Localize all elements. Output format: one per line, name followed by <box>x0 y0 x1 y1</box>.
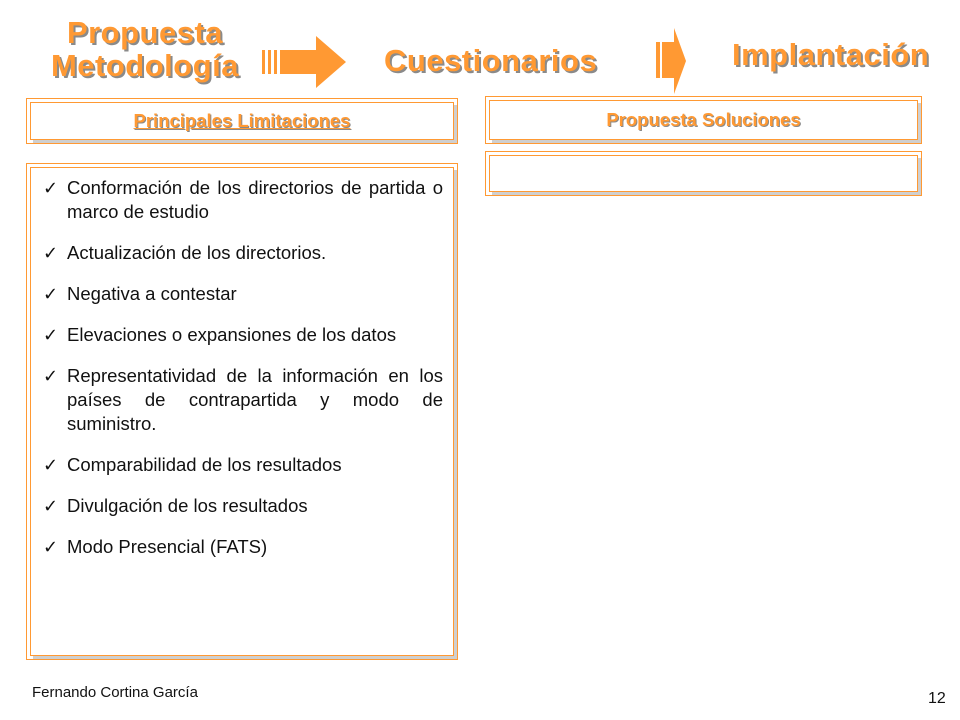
checkmark-icon: ✓ <box>43 496 59 516</box>
checkmark-icon: ✓ <box>43 284 59 304</box>
checkmark-icon: ✓ <box>43 366 59 386</box>
list-item <box>37 364 443 436</box>
list-item <box>37 323 443 347</box>
list-item-text: Conformación de los directorios de partida o marco de estudio <box>67 177 443 222</box>
limitations-title: Principales Limitaciones <box>133 110 351 131</box>
solutions-empty-frame <box>489 155 918 192</box>
limitations-list <box>31 168 453 559</box>
checkmark-icon: ✓ <box>43 537 59 557</box>
solutions-header-box <box>485 96 922 144</box>
limitations-list-frame <box>30 167 454 656</box>
solutions-empty-box <box>485 151 922 196</box>
list-item-text: Actualización de los directorios. <box>67 242 327 263</box>
footer-author: Fernando Cortina García <box>32 684 198 701</box>
list-item <box>37 494 443 518</box>
step-propuesta-metodologia <box>40 16 250 82</box>
limitations-header-box <box>26 98 458 144</box>
step-cuestionarios: Cuestionarios <box>384 43 598 78</box>
list-item <box>37 241 443 265</box>
solutions-title: Propuesta Soluciones <box>606 109 801 130</box>
right-arrow-icon <box>262 34 348 90</box>
limitations-title-frame <box>30 102 454 140</box>
list-item-text: Comparabilidad de los resultados <box>67 454 342 475</box>
list-item <box>37 535 443 559</box>
step-propuesta-line2: Metodología <box>50 48 240 83</box>
list-item-text: Representatividad de la información en los países de contrapartida y modo de suministro. <box>67 365 443 434</box>
list-item <box>37 176 443 224</box>
list-item <box>37 453 443 477</box>
chevron-arrow-icon <box>656 28 686 94</box>
list-item-text: Negativa a contestar <box>67 283 237 304</box>
checkmark-icon: ✓ <box>43 455 59 475</box>
list-item-text: Elevaciones o expansiones de los datos <box>67 324 397 345</box>
solutions-title-frame <box>489 100 918 140</box>
list-item-text: Modo Presencial (FATS) <box>67 536 268 557</box>
checkmark-icon: ✓ <box>43 243 59 263</box>
page-number: 12 <box>928 690 946 707</box>
step-implantacion: Implantación <box>732 37 930 72</box>
list-item-text: Divulgación de los resultados <box>67 495 308 516</box>
checkmark-icon: ✓ <box>43 178 59 198</box>
checkmark-icon: ✓ <box>43 325 59 345</box>
step-propuesta-line1: Propuesta <box>66 15 224 50</box>
limitations-list-box <box>26 163 458 660</box>
list-item <box>37 282 443 306</box>
